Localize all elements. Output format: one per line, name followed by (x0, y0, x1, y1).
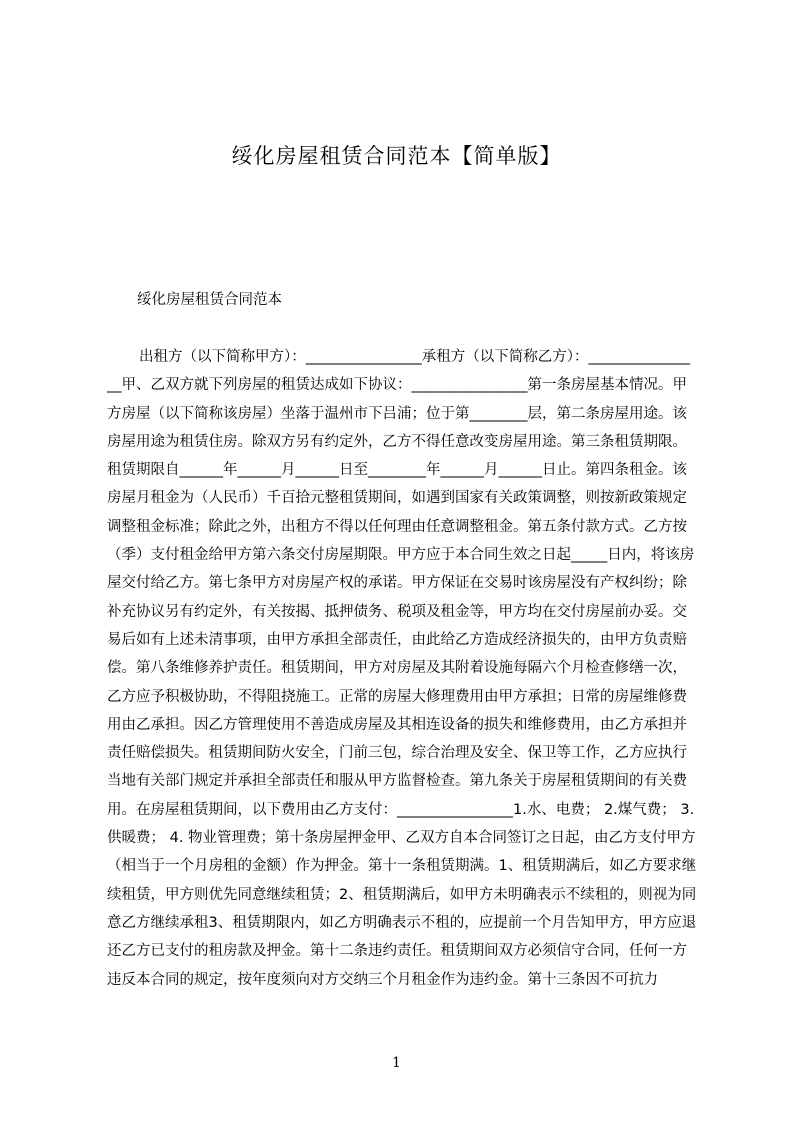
document-subtitle: 绥化房屋租赁合同范本 (137, 292, 282, 308)
contract-body: 出租方（以下简称甲方）：________________承租方（以下简称乙方）：________________甲、乙双方就下列房屋的租赁达成如下协议：________________第一条房屋基本情况。甲方房屋（以下简称该房屋）坐落于温州市下吕浦；位于第________层，第二条房屋用途。该房屋用途为租赁住房。除双方另有约定外，乙方不得任意改变房屋用途。第三条租赁期限。租赁期限自______年______月______日至________年______月______日止。第四条租金。该房屋月租金为（人民币）千百拾元整租赁期间，如遇到国家有关政策调整，则按新政策规定调整租金标准；除此之外，出租方不得以任何理由任意调整租金。第五条付款方式。乙方按（季）支付租金给甲方第六条交付房屋期限。甲方应于本合同生效之日起_____日内，将该房屋交付给乙方。第七条甲方对房屋产权的承诺。甲方保证在交易时该房屋没有产权纠纷；除补充协议另有约定外，有关按揭、抵押债务、税项及租金等，甲方均在交付房屋前办妥。交易后如有上述未清事项，由甲方承担全部责任，由此给乙方造成经济损失的，由甲方负责赔偿。第八条维修养护责任。租赁期间，甲方对房屋及其附着设施每隔六个月检查修缮一次，乙方应予积极协助，不得阻挠施工。正常的房屋大修理费用由甲方承担；日常的房屋维修费用由乙承担。因乙方管理使用不善造成房屋及其相连设备的损失和维修费用，由乙方承担并责任赔偿损失。租赁期间防火安全，门前三包，综合治理及安全、保卫等工作，乙方应执行当地有关部门规定并承担全部责任和服从甲方监督检查。第九条关于房屋租赁期间的有关费用。在房屋租赁期间，以下费用由乙方支付：________________1.水、电费； 2.煤气费； 3.供暖费； 4. 物业管理费；第十条房屋押金甲、乙双方自本合同签订之日起，由乙方支付甲方（相当于一个月房租的金额）作为押金。第十一条租赁期满。1、租赁期满后，如乙方要求继续租赁，甲方则优先同意继续租赁；2、租赁期满后，如甲方未明确表示不续租的，则视为同意乙方继续承租3、租赁期限内，如乙方明确表示不租的，应提前一个月告知甲方，甲方应退还乙方已支付的租房款及押金。第十二条违约责任。租赁期间双方必须信守合同，任何一方违反本合同的规定，按年度须向对方交纳三个月租金作为违约金。第十三条因不可抗力 (107, 349, 697, 988)
document-title: 绥化房屋租赁合同范本【简单版】 (231, 144, 562, 168)
page-number: 1 (392, 1055, 401, 1071)
